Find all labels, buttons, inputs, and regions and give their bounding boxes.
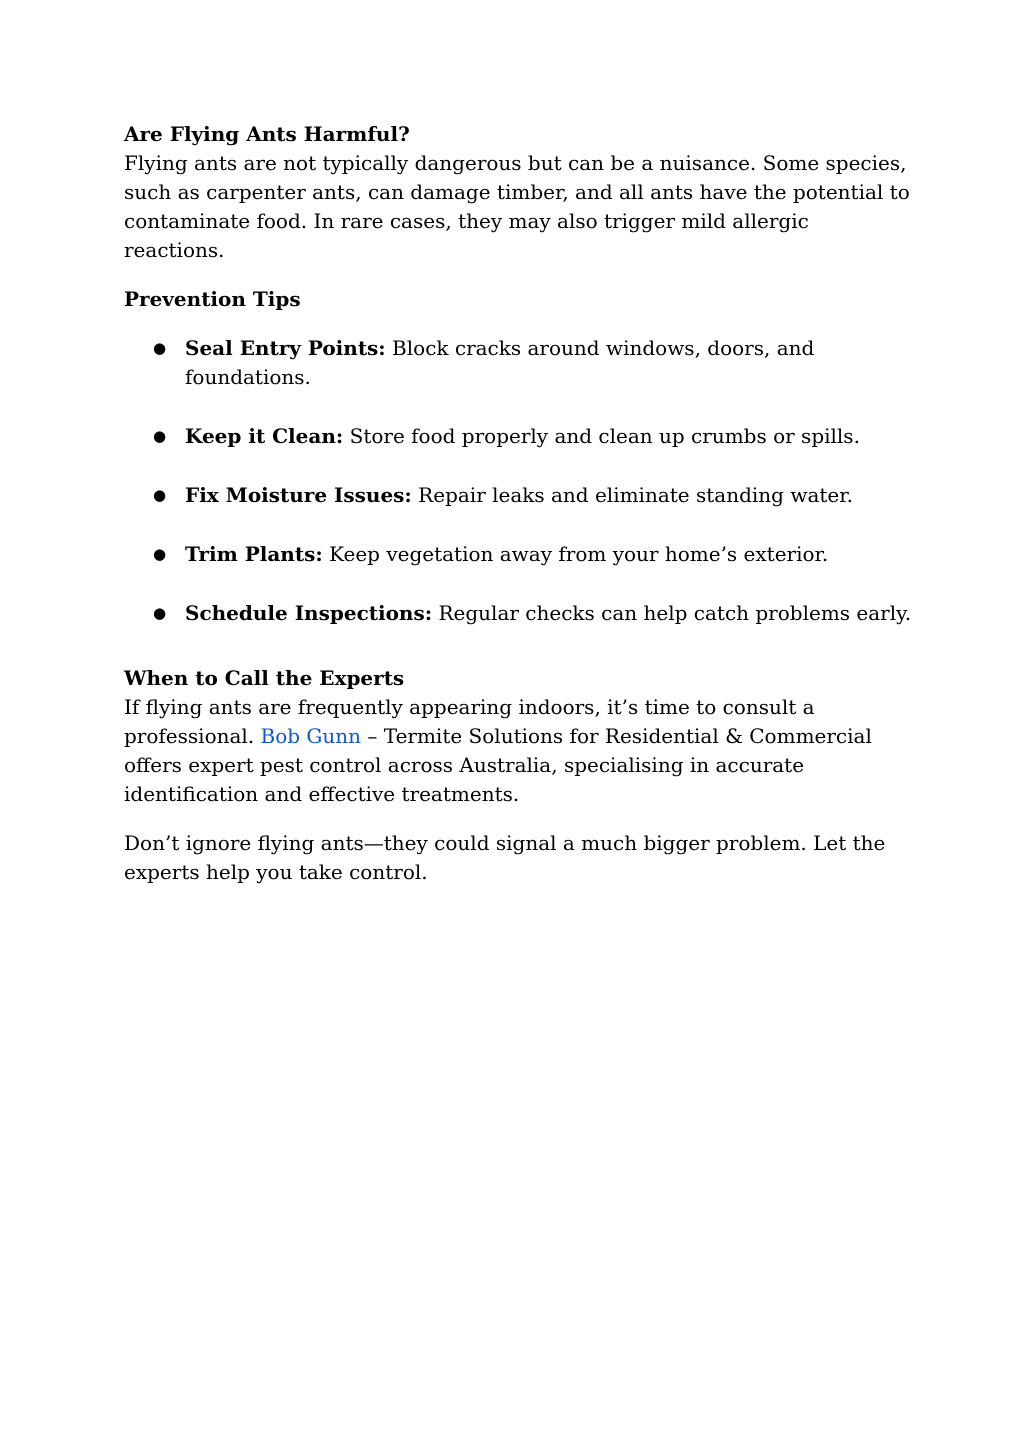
- list-item: [124, 481, 914, 510]
- tip-title: Trim Plants:: [185, 542, 323, 566]
- list-item: [124, 422, 914, 451]
- bullet-icon: ●: [153, 486, 167, 504]
- prevention-tips-list: [124, 334, 914, 628]
- experts-text-after-link: – Termite Solutions for Residential & Commercial offers expert pest control across Australia, specialising in accurate identification and effective treatments.: [124, 724, 872, 806]
- section-heading-experts: When to Call the Experts: [124, 666, 405, 690]
- list-item: [124, 540, 914, 569]
- section-heading-harmful: Are Flying Ants Harmful?: [124, 122, 410, 146]
- tip-title: Schedule Inspections:: [185, 601, 433, 625]
- bob-gunn-link[interactable]: Bob Gunn: [260, 724, 362, 748]
- tip-text: Repair leaks and eliminate standing water.: [411, 483, 853, 507]
- bullet-icon: ●: [153, 545, 167, 563]
- list-item: [124, 334, 914, 392]
- tip-title: Keep it Clean:: [185, 424, 344, 448]
- harmful-paragraph: Flying ants are not typically dangerous but can be a nuisance. Some species, such as carpenter ants, can damage timber, and all ants have the potential to contaminate food. In rare cases, they may also trigger mild allergic reactions.: [124, 151, 910, 262]
- closing-paragraph: Don’t ignore flying ants—they could signal a much bigger problem. Let the experts help you take control.: [124, 831, 886, 884]
- tip-text: Keep vegetation away from your home’s exterior.: [322, 542, 829, 566]
- experts-text-before-link: If flying ants are frequently appearing indoors, it’s time to consult a professional.: [124, 695, 815, 748]
- tip-text: Block cracks around windows, doors, and foundations.: [185, 336, 815, 389]
- section-heading-prevention: Prevention Tips: [124, 287, 301, 311]
- list-item: [124, 599, 914, 628]
- tip-text: Regular checks can help catch problems early.: [432, 601, 912, 625]
- bullet-icon: ●: [153, 604, 167, 622]
- tip-text: Store food properly and clean up crumbs or spills.: [343, 424, 860, 448]
- bullet-icon: ●: [153, 427, 167, 445]
- tip-title: Seal Entry Points:: [185, 336, 386, 360]
- document-page: [124, 120, 914, 887]
- tip-title: Fix Moisture Issues:: [185, 483, 412, 507]
- experts-paragraph: [124, 693, 914, 809]
- bullet-icon: ●: [153, 339, 167, 357]
